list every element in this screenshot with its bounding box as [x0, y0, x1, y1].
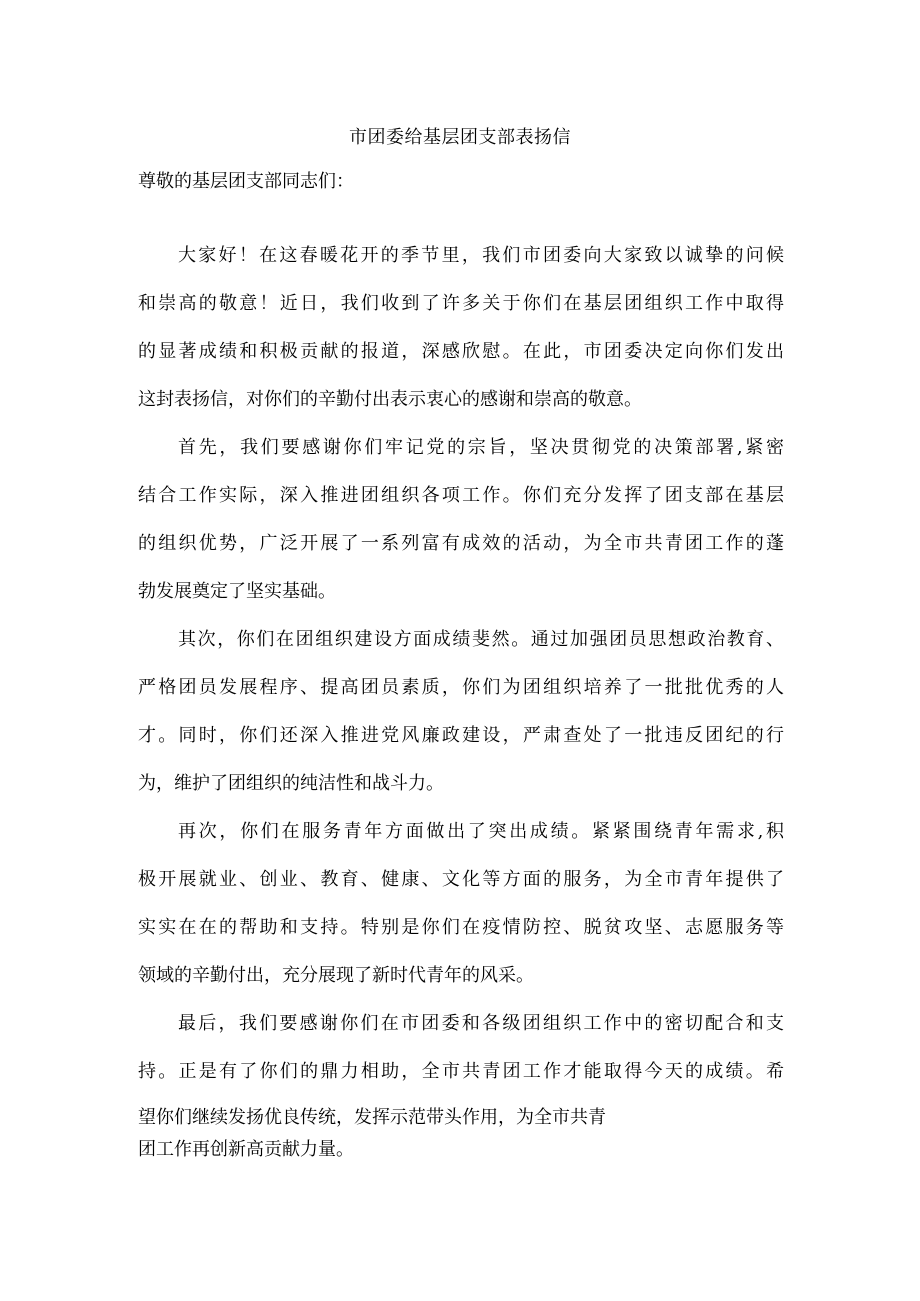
paragraph-2-line-3: 的组织优势，广泛开展了一系列富有成效的活动，为全市共青团工作的蓬: [138, 533, 784, 554]
paragraph-1-line-2: 和崇高的敬意！近日，我们收到了许多关于你们在基层团组织工作中取得: [138, 293, 784, 314]
salutation: 尊敬的基层团支部同志们：: [138, 171, 354, 192]
paragraph-4-line-3: 实实在在的帮助和支持。特别是你们在疫情防控、脱贫攻坚、志愿服务等: [138, 917, 784, 938]
document-title: 市团委给基层团支部表扬信: [349, 127, 571, 148]
paragraph-3-line-1: 其次，你们在团组织建设方面成绩斐然。通过加强团员思想政治教育、: [178, 629, 784, 650]
paragraph-4-line-1: 再次，你们在服务青年方面做出了突出成绩。紧紧围绕青年需求,积: [178, 821, 784, 842]
paragraph-1-line-3: 的显著成绩和积极贡献的报道，深感欣慰。在此，市团委决定向你们发出: [138, 341, 784, 362]
paragraph-3-line-3: 才。同时，你们还深入推进党风廉政建设，严肃查处了一批违反团纪的行: [138, 725, 784, 746]
paragraph-5-line-3: 望你们继续发扬优良传统，发挥示范带头作用，为全市共青: [138, 1107, 606, 1128]
paragraph-5-line-1: 最后，我们要感谢你们在市团委和各级团组织工作中的密切配合和支: [178, 1013, 784, 1034]
paragraph-3-line-2: 严格团员发展程序、提高团员素质，你们为团组织培养了一批批优秀的人: [138, 677, 784, 698]
paragraph-4-line-4: 领域的辛勤付出，充分展现了新时代青年的风采。: [138, 965, 534, 986]
paragraph-2-line-1: 首先，我们要感谢你们牢记党的宗旨，坚决贯彻党的决策部署,紧密: [178, 437, 784, 458]
paragraph-4-line-2: 极开展就业、创业、教育、健康、文化等方面的服务，为全市青年提供了: [138, 869, 784, 890]
paragraph-2-line-2: 结合工作实际，深入推进团组织各项工作。你们充分发挥了团支部在基层: [138, 485, 784, 506]
paragraph-5-line-2: 持。正是有了你们的鼎力相助，全市共青团工作才能取得今天的成绩。希: [138, 1061, 784, 1082]
paragraph-1-line-1: 大家好！在这春暖花开的季节里，我们市团委向大家致以诚挚的问候: [178, 245, 784, 266]
paragraph-2-line-4: 勃发展奠定了坚实基础。: [138, 581, 336, 602]
paragraph-5-line-4: 团工作再创新高贡献力量。: [138, 1139, 354, 1160]
paragraph-3-line-4: 为，维护了团组织的纯洁性和战斗力。: [138, 773, 444, 794]
paragraph-1-line-4: 这封表扬信，对你们的辛勤付出表示衷心的感谢和崇高的敬意。: [138, 389, 642, 410]
